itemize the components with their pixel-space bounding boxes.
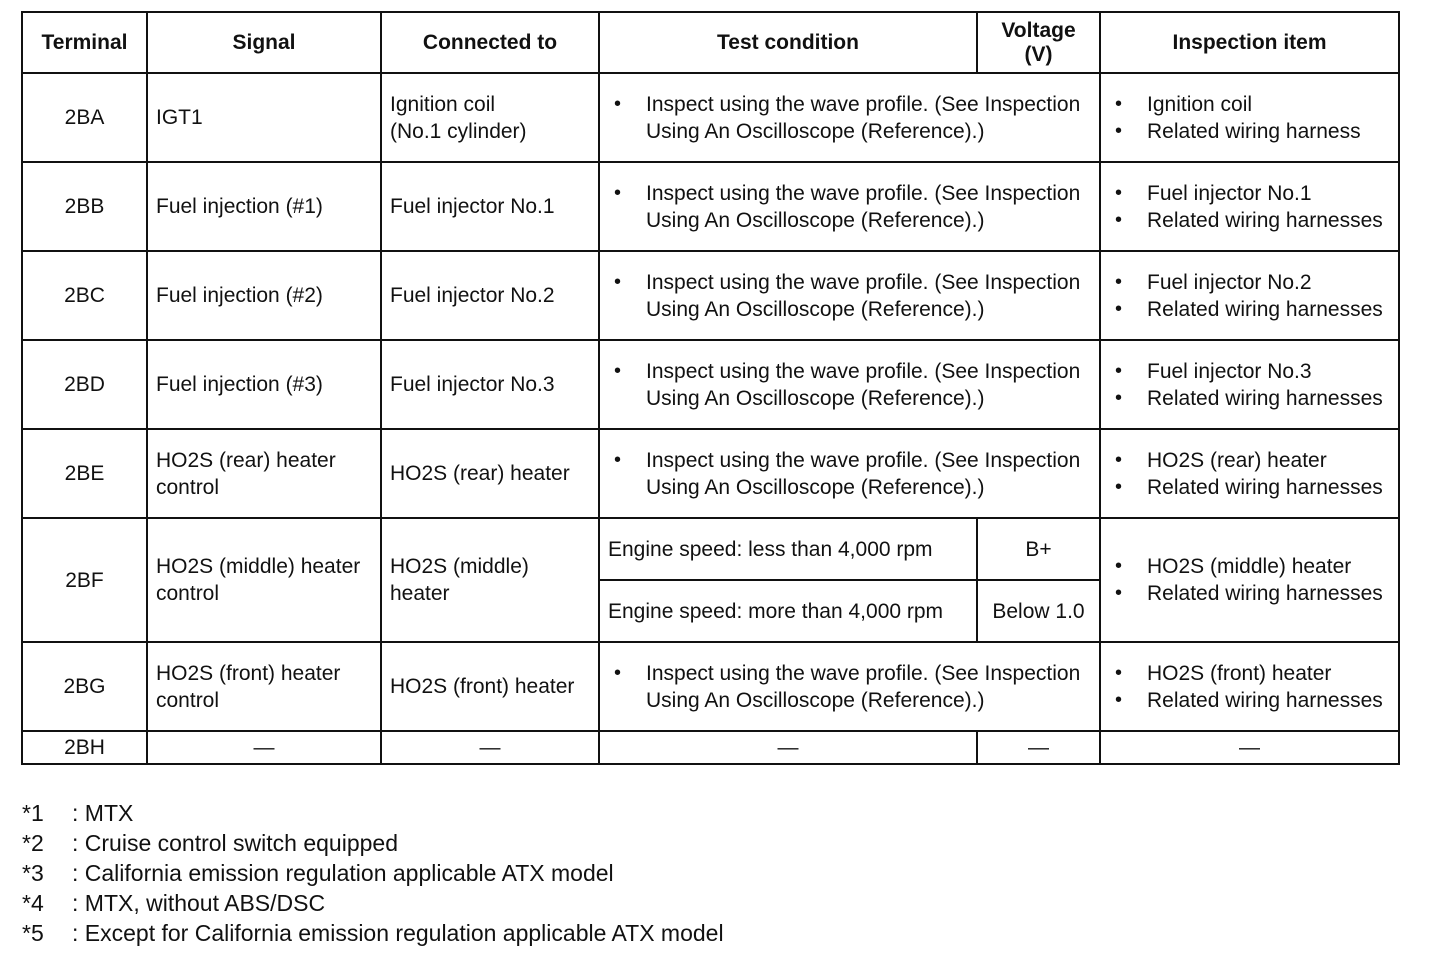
inspection-bullet: • Related wiring harnesses	[1109, 580, 1390, 607]
footnote	[22, 798, 724, 828]
signal-cell: HO2S (middle) heater control	[147, 518, 381, 642]
signal-cell: HO2S (front) heater control	[147, 642, 381, 731]
footnote-text: : California emission regulation applicable ATX model	[72, 860, 614, 886]
footnote-text: : Except for California emission regulation applicable ATX model	[72, 920, 724, 946]
footnote-text: : Cruise control switch equipped	[72, 830, 398, 856]
table-row	[22, 429, 1399, 518]
inspection-cell	[1100, 340, 1399, 429]
signal-cell: Fuel injection (#1)	[147, 162, 381, 251]
test-bullet: • Inspect using the wave profile. (See Inspection Using An Oscilloscope (Reference).)	[608, 660, 1091, 714]
test-condition-cell	[599, 251, 1100, 340]
test-bullet: • Inspect using the wave profile. (See Inspection Using An Oscilloscope (Reference).)	[608, 180, 1091, 234]
footnote	[22, 858, 724, 888]
terminal-cell: 2BE	[22, 429, 147, 518]
inspection-bullet: • Related wiring harnesses	[1109, 385, 1390, 412]
header-connected-to: Connected to	[381, 12, 599, 73]
footnote-mark: *2	[22, 830, 44, 856]
header-voltage: Voltage (V)	[977, 12, 1100, 73]
inspection-cell	[1100, 73, 1399, 162]
inspection-bullet: • Related wiring harnesses	[1109, 296, 1390, 323]
table-row	[22, 518, 1399, 580]
inspection-bullet: • HO2S (middle) heater	[1109, 553, 1390, 580]
footnotes	[22, 798, 724, 948]
header-inspection-item: Inspection item	[1100, 12, 1399, 73]
inspection-bullet: • HO2S (front) heater	[1109, 660, 1390, 687]
test-condition-cell: Engine speed: less than 4,000 rpm	[599, 518, 977, 580]
inspection-bullet: • Related wiring harnesses	[1109, 207, 1390, 234]
header-row	[22, 12, 1399, 73]
inspection-bullet: • Fuel injector No.1	[1109, 180, 1390, 207]
voltage-cell: Below 1.0	[977, 580, 1100, 642]
voltage-cell: —	[977, 731, 1100, 764]
terminal-cell: 2BB	[22, 162, 147, 251]
inspection-bullet: • Related wiring harnesses	[1109, 687, 1390, 714]
test-bullet: • Inspect using the wave profile. (See Inspection Using An Oscilloscope (Reference).)	[608, 269, 1091, 323]
connected-cell: HO2S (front) heater	[381, 642, 599, 731]
test-condition-cell	[599, 642, 1100, 731]
test-condition-cell	[599, 73, 1100, 162]
test-condition-cell: —	[599, 731, 977, 764]
footnote-mark: *4	[22, 890, 44, 916]
table-row	[22, 642, 1399, 731]
test-condition-cell: Engine speed: more than 4,000 rpm	[599, 580, 977, 642]
inspection-cell	[1100, 162, 1399, 251]
terminal-cell: 2BA	[22, 73, 147, 162]
connected-cell: Fuel injector No.2	[381, 251, 599, 340]
test-condition-cell	[599, 340, 1100, 429]
signal-cell: Fuel injection (#2)	[147, 251, 381, 340]
footnote-mark: *3	[22, 860, 44, 886]
inspection-bullet: • Fuel injector No.2	[1109, 269, 1390, 296]
test-bullet: • Inspect using the wave profile. (See Inspection Using An Oscilloscope (Reference).)	[608, 447, 1091, 501]
inspection-cell: —	[1100, 731, 1399, 764]
table-row	[22, 251, 1399, 340]
header-test-condition: Test condition	[599, 12, 977, 73]
connected-cell: Fuel injector No.1	[381, 162, 599, 251]
voltage-cell: B+	[977, 518, 1100, 580]
inspection-cell	[1100, 642, 1399, 731]
signal-cell: IGT1	[147, 73, 381, 162]
terminal-table	[21, 11, 1400, 765]
signal-cell: Fuel injection (#3)	[147, 340, 381, 429]
footnote	[22, 828, 724, 858]
connected-cell: Ignition coil (No.1 cylinder)	[381, 73, 599, 162]
footnote-mark: *1	[22, 800, 44, 826]
header-signal: Signal	[147, 12, 381, 73]
terminal-cell: 2BG	[22, 642, 147, 731]
table-row	[22, 162, 1399, 251]
inspection-bullet: • Ignition coil	[1109, 91, 1390, 118]
connected-cell: —	[381, 731, 599, 764]
connected-cell: Fuel injector No.3	[381, 340, 599, 429]
table-row	[22, 73, 1399, 162]
terminal-cell: 2BD	[22, 340, 147, 429]
table-row	[22, 340, 1399, 429]
footnote-text: : MTX	[72, 800, 134, 826]
signal-cell: —	[147, 731, 381, 764]
footnote	[22, 918, 724, 948]
inspection-bullet: • Related wiring harnesses	[1109, 474, 1390, 501]
footnote-mark: *5	[22, 920, 44, 946]
test-condition-cell	[599, 429, 1100, 518]
table-row	[22, 731, 1399, 764]
inspection-bullet: • HO2S (rear) heater	[1109, 447, 1390, 474]
connected-cell: HO2S (middle) heater	[381, 518, 599, 642]
inspection-cell	[1100, 251, 1399, 340]
inspection-cell	[1100, 518, 1399, 642]
header-terminal: Terminal	[22, 12, 147, 73]
footnote	[22, 888, 724, 918]
test-bullet: • Inspect using the wave profile. (See Inspection Using An Oscilloscope (Reference).)	[608, 358, 1091, 412]
footnote-text: : MTX, without ABS/DSC	[72, 890, 326, 916]
terminal-cell: 2BC	[22, 251, 147, 340]
inspection-bullet: • Related wiring harness	[1109, 118, 1390, 145]
connected-cell: HO2S (rear) heater	[381, 429, 599, 518]
terminal-cell: 2BH	[22, 731, 147, 764]
test-bullet: • Inspect using the wave profile. (See Inspection Using An Oscilloscope (Reference).)	[608, 91, 1091, 145]
signal-cell: HO2S (rear) heater control	[147, 429, 381, 518]
inspection-bullet: • Fuel injector No.3	[1109, 358, 1390, 385]
terminal-cell: 2BF	[22, 518, 147, 642]
test-condition-cell	[599, 162, 1100, 251]
inspection-cell	[1100, 429, 1399, 518]
